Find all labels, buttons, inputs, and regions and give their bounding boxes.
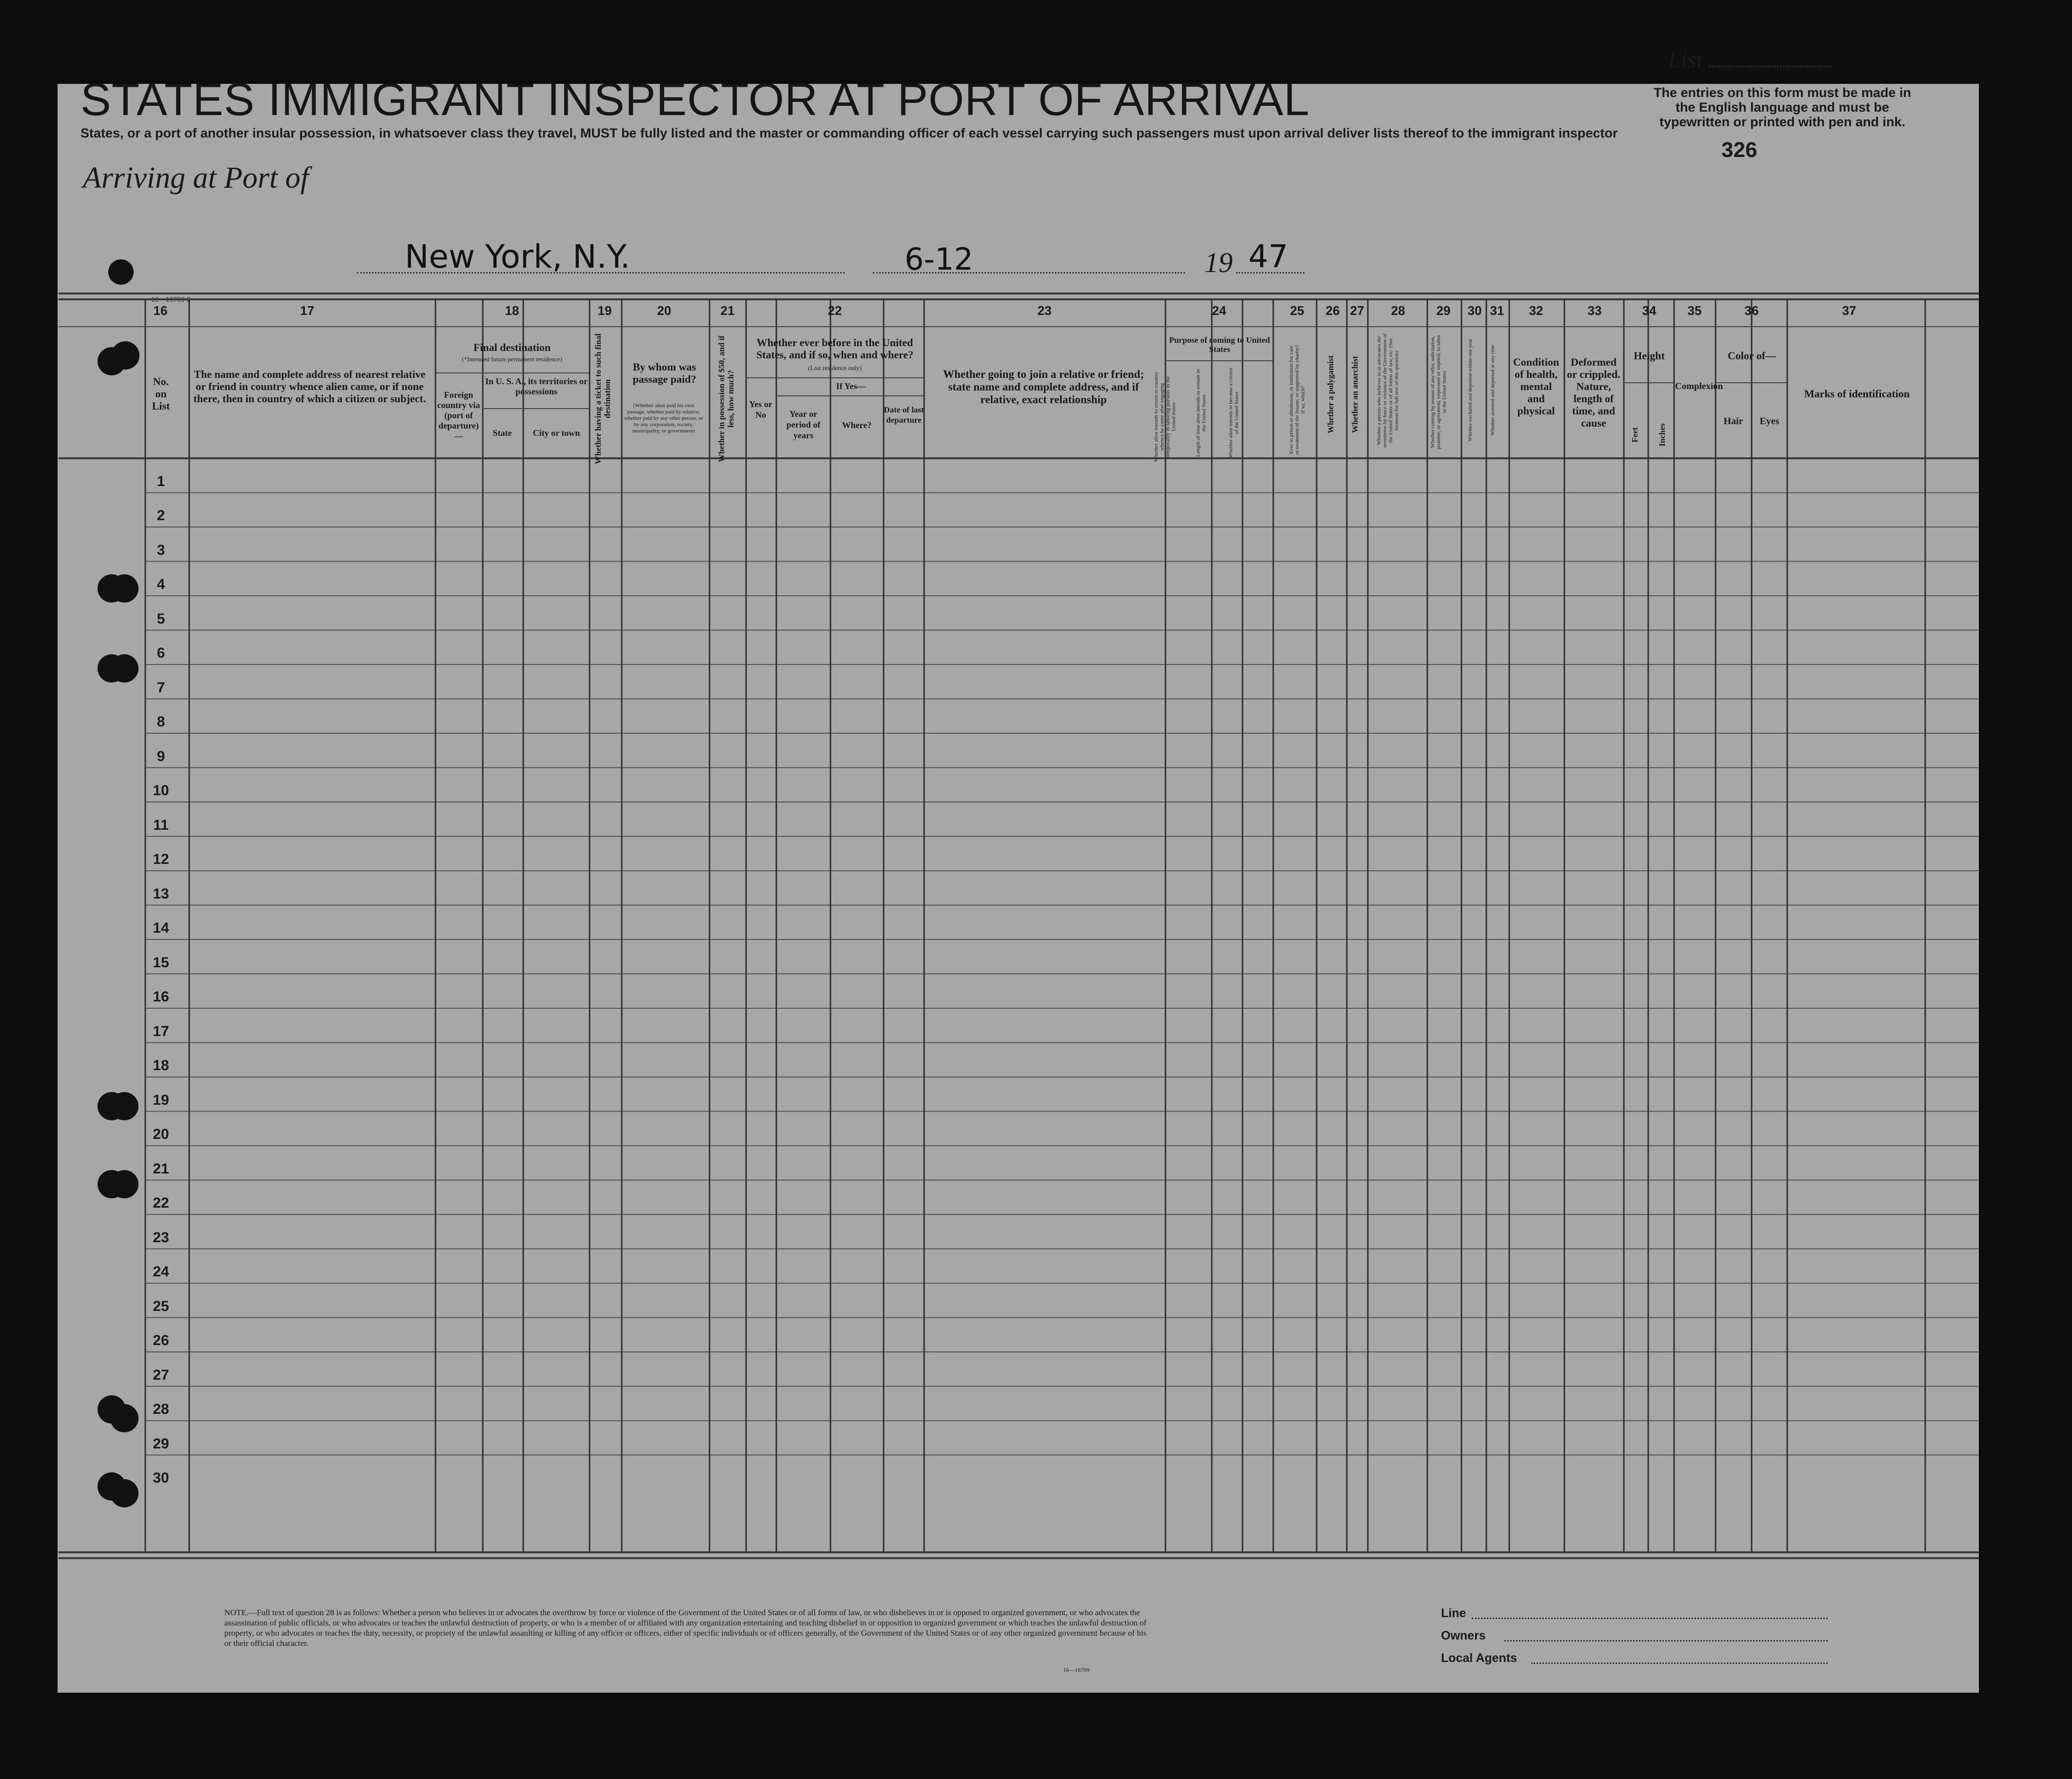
heading-polygamist: Whether a polygamist	[1326, 355, 1335, 434]
page-number: 326	[1721, 138, 1757, 162]
heading-final-destination-note: (*Intended future permanent residence)	[462, 355, 562, 363]
row-number: 30	[153, 1470, 169, 1486]
heading-no-on-list: No. on List	[152, 375, 170, 412]
heading-color-of: Color of—	[1727, 350, 1776, 362]
heading-purpose-a: Whether alien intends to return to country whence he came after engaging temporarily in laboring pursuits in the United States	[1153, 371, 1177, 462]
heading-by-whom: By whom was passage paid?	[632, 361, 696, 385]
local-agents-label: Local Agents	[1441, 1651, 1518, 1665]
row-number: 21	[153, 1160, 169, 1177]
heading-purpose-b: Length of time alien intends to remain in the United States	[1195, 369, 1207, 457]
row-number: 6	[157, 645, 165, 661]
row-number: 23	[153, 1229, 169, 1246]
heading-yes-no: Yes or No	[749, 399, 772, 420]
col-num-30: 30	[1467, 303, 1482, 318]
col-num-17: 17	[300, 303, 315, 318]
col-num-26: 26	[1325, 303, 1340, 318]
row-number: 12	[153, 851, 169, 867]
row-number: 9	[157, 748, 165, 764]
row-number: 24	[153, 1264, 169, 1280]
question-28-footnote: NOTE.—Full text of question 28 is as follows: Whether a person who believes in or advocates the overthrow by force or violence of the Government of the United States or of all forms of law, or who disbelieves in or is opposed to organized government, or who advocates the assassination of public officials, or who advocates or teaches the unlawful destruction of property, or who is a member of or affiliated with any organization entertaining and teaching disbelief in or opposition to organized government or which teaches the unlawful destruction of property, or who advocates or teaches the duty, necessity, or propriety of the unlawful assaulting or killing of any officer or officers, either of specific individuals or of officers generally, of the Government of the United States or of any other organized government because of his or their official character.	[224, 1608, 1147, 1648]
col-num-19: 19	[597, 303, 612, 318]
heading-feet: Feet	[1630, 427, 1639, 443]
row-number: 26	[153, 1332, 169, 1349]
col-num-16: 16	[153, 303, 168, 318]
row-number: 28	[153, 1401, 169, 1417]
row-number: 19	[153, 1092, 169, 1108]
row-number: 5	[157, 610, 165, 627]
col-num-36: 36	[1744, 303, 1759, 318]
heading-q28: Whether a person who believes in or advocates the overthrow by force or violence of the Government of the United States or of all forms of law, etc. (See footnote for full text of this question)	[1376, 333, 1400, 448]
heading-state: State	[493, 428, 512, 438]
row-number: 27	[153, 1367, 169, 1383]
entry-notice: The entries on this form must be made in the English language and must be typewritten or printed with pen and ink.	[1653, 85, 1912, 129]
heading-q30: Whether excluded and deported within one year	[1467, 338, 1473, 442]
col-num-27: 27	[1350, 303, 1364, 318]
heading-eyes: Eyes	[1759, 416, 1779, 427]
row-number: 15	[153, 954, 169, 971]
row-number: 22	[153, 1195, 169, 1211]
form-subtitle: States, or a port of another insular possession, in whatsoever class they travel, MUST be fully listed and the master or commanding officer of each vessel carrying such passengers must upon arrival deliver lists thereof to the immigrant inspector	[80, 126, 1618, 140]
col-num-22: 22	[828, 303, 842, 318]
col-num-32: 32	[1529, 303, 1543, 318]
row-number: 1	[157, 473, 165, 489]
row-number: 25	[153, 1298, 169, 1314]
row-number: 11	[153, 817, 169, 833]
row-number: 20	[153, 1126, 169, 1142]
row-number: 18	[153, 1057, 169, 1074]
heading-hair: Hair	[1723, 416, 1743, 427]
row-number: 10	[153, 782, 169, 799]
heading-marks: Marks of identification	[1804, 388, 1910, 400]
col-num-29: 29	[1436, 303, 1451, 318]
col-num-20: 20	[657, 303, 671, 318]
col-num-35: 35	[1687, 303, 1702, 318]
line-field[interactable]	[1472, 1618, 1828, 1619]
heading-ever-before-note: (Last residence only)	[808, 364, 862, 371]
col-num-24: 24	[1212, 303, 1226, 318]
row-number: 4	[157, 576, 165, 592]
row-number: 16	[153, 989, 169, 1005]
heading-in-usa: In U. S. A., its territories or possessions	[485, 376, 588, 396]
line-label: Line	[1441, 1606, 1466, 1620]
col-num-23: 23	[1037, 303, 1052, 318]
row-number: 8	[157, 714, 165, 730]
col-num-37: 37	[1842, 303, 1856, 318]
heading-money: Whether in possession of $50, and if less, how much?	[717, 335, 735, 462]
heading-date-last-departure: Date of last departure	[884, 405, 924, 425]
heading-by-whom-note: (Whether alien paid his own passage, whether paid by relative, whether paid by any other person, or by any corporation, society, municipality, or government)	[624, 403, 703, 434]
col-num-25: 25	[1290, 303, 1304, 318]
heading-q31: Whether arrested and deported at any time	[1490, 344, 1496, 436]
local-agents-field[interactable]	[1531, 1662, 1828, 1664]
date-handwritten: 6-12	[905, 241, 973, 277]
year-handwritten: 47	[1248, 239, 1288, 275]
row-number: 29	[153, 1435, 169, 1452]
arriving-label: Arriving at Port of	[83, 161, 309, 195]
col-num-31: 31	[1490, 303, 1504, 318]
col-num-18: 18	[505, 303, 519, 318]
col-num-33: 33	[1587, 303, 1602, 318]
heading-year-period: Year or period of years	[786, 409, 821, 440]
heading-final-destination: Final destination	[473, 341, 551, 353]
heading-height: Height	[1634, 350, 1665, 362]
heading-purpose-c: Whether alien intends to become a citizen of the United States	[1228, 368, 1240, 458]
form-title: STATES IMMIGRANT INSPECTOR AT PORT OF ARRIVAL	[80, 74, 1310, 125]
row-number: 3	[157, 542, 165, 558]
heading-if-yes: If Yes—	[836, 381, 866, 391]
owners-field[interactable]	[1504, 1640, 1828, 1642]
heading-q29: Whether coming by reason of any offer, solicitation, promise, or agreement, expressed or implied, to labor in the United States	[1430, 334, 1447, 450]
port-handwritten: New York, N.Y.	[405, 238, 631, 275]
row-number: 13	[153, 885, 169, 902]
heading-nearest-relative: The name and complete address of nearest relative or friend in country whence alien came, or if none there, then in country of which a citizen or subject.	[193, 368, 426, 405]
row-number: 2	[157, 508, 165, 524]
list-label: List	[1668, 47, 1703, 73]
col-num-21: 21	[720, 303, 735, 318]
row-number: 7	[157, 679, 165, 696]
year-prefix: 19	[1204, 247, 1233, 278]
row-number: 17	[153, 1023, 169, 1039]
heading-purpose: Purpose of coming to United States	[1169, 335, 1270, 354]
heading-deformed: Deformed or crippled. Nature, length of time, and cause	[1567, 356, 1620, 429]
heading-complexion: Complexion	[1675, 381, 1723, 391]
heading-prison: Ever in prison or almshouse, or institution for care or treatment of the insane, or supported by charity? If so, which?	[1288, 345, 1306, 455]
heading-inches: Inches	[1658, 423, 1667, 447]
heading-ever-before: Whether ever before in the United States, and if so, when and where?	[756, 336, 914, 361]
col-num-28: 28	[1391, 303, 1405, 318]
row-number: 14	[153, 920, 169, 936]
form-code-bottom: 16—16709	[1063, 1666, 1089, 1673]
heading-city-town: City or town	[533, 428, 580, 438]
col-num-34: 34	[1642, 303, 1657, 318]
heading-where: Where?	[842, 420, 872, 430]
heading-condition: Condition of health, mental and physical	[1513, 356, 1559, 417]
owners-label: Owners	[1441, 1629, 1486, 1642]
heading-ticket: Whether having a ticket to such final destination	[593, 333, 612, 464]
heading-foreign-country: Foreign country via (port of departure)—	[437, 390, 480, 441]
form-code: 16—16709-2	[151, 295, 191, 303]
heading-going-to-join: Whether going to join a relative or friend; state name and complete address, and if relative, exact relationship	[943, 368, 1145, 406]
heading-anarchist: Whether an anarchist	[1350, 355, 1360, 433]
